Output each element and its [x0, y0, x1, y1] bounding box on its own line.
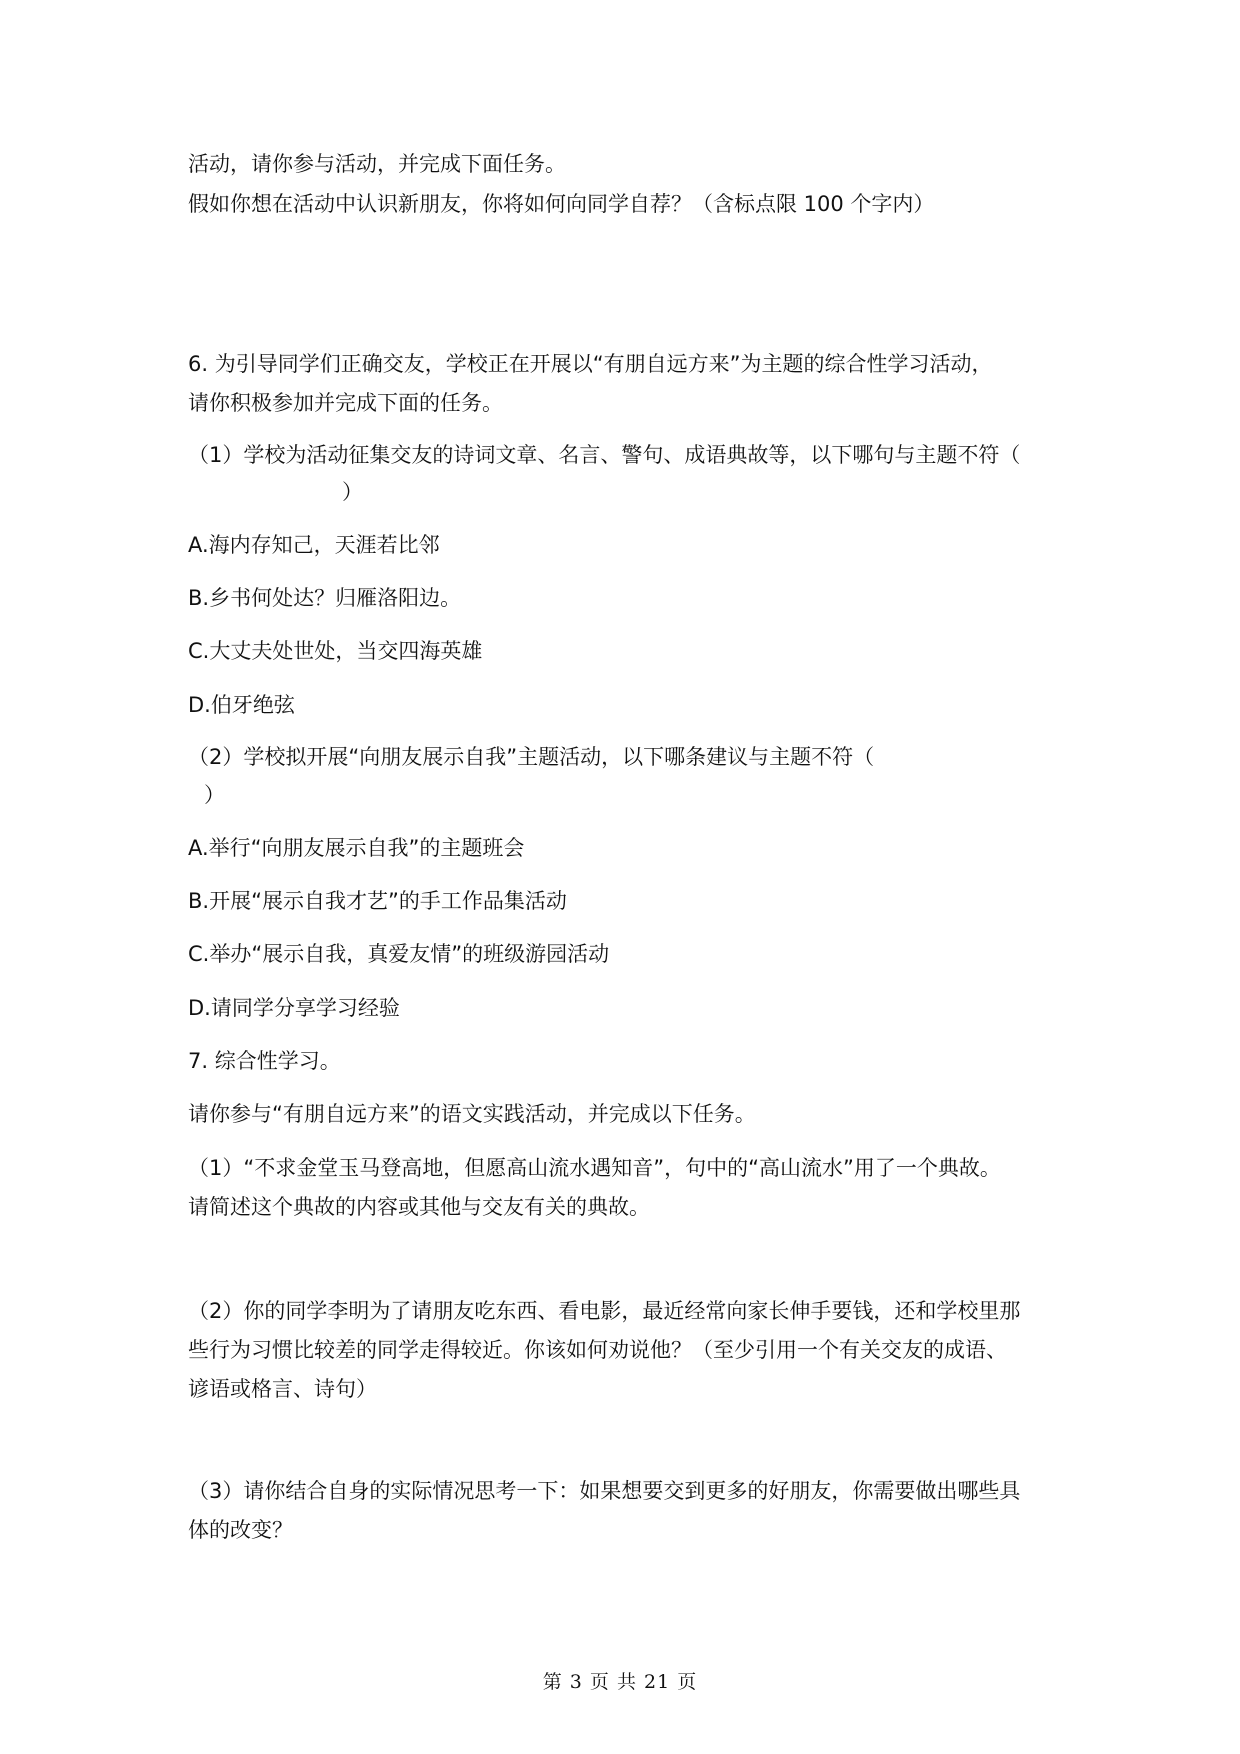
question-6-1-stem-line-2: ） — [342, 480, 363, 504]
question-6-1-option-a: A.海内存知己，天涯若比邻 — [188, 533, 440, 557]
question-6-2-stem-line-1: （2）学校拟开展“向朋友展示自我”主题活动，以下哪条建议与主题不符（ — [188, 745, 875, 769]
question-7-title: 7. 综合性学习。 — [188, 1049, 341, 1073]
question-7-1-line-2: 请简述这个典故的内容或其他与交友有关的典故。 — [188, 1195, 650, 1219]
question-6-line-1: 6. 为引导同学们正确交友，学校正在开展以“有朋自远方来”为主题的综合性学习活动， — [188, 352, 993, 376]
page-number-footer: 第 3 页 共 21 页 — [542, 1671, 698, 1693]
question-6-2-stem-line-2: ） — [204, 783, 225, 807]
question-7-2-line-2: 些行为习惯比较差的同学走得较近。你该如何劝说他？（至少引用一个有关交友的成语、 — [188, 1338, 1007, 1362]
question-6-2-option-b: B.开展“展示自我才艺”的手工作品集活动 — [188, 889, 567, 913]
intro-line-1: 活动，请你参与活动，并完成下面任务。 — [188, 152, 566, 176]
question-6-2-option-d: D.请同学分享学习经验 — [188, 996, 400, 1020]
question-6-1-option-b: B.乡书何处达？归雁洛阳边。 — [188, 586, 462, 610]
question-7-3-line-2: 体的改变？ — [188, 1518, 293, 1542]
question-6-2-option-c: C.举办“展示自我，真爱友情”的班级游园活动 — [188, 942, 610, 966]
question-6-1-stem-line-1: （1）学校为活动征集交友的诗词文章、名言、警句、成语典故等，以下哪句与主题不符（ — [188, 443, 1021, 467]
intro-line-2: 假如你想在活动中认识新朋友，你将如何向同学自荐？（含标点限 100 个字内） — [188, 192, 935, 216]
question-7-2-line-1: （2）你的同学李明为了请朋友吃东西、看电影，最近经常向家长伸手要钱，还和学校里那 — [188, 1299, 1021, 1323]
question-6-2-option-a: A.举行“向朋友展示自我”的主题班会 — [188, 836, 525, 860]
question-7-3-line-1: （3）请你结合自身的实际情况思考一下：如果想要交到更多的好朋友，你需要做出哪些具 — [188, 1479, 1021, 1503]
question-6-1-option-c: C.大丈夫处世处，当交四海英雄 — [188, 639, 483, 663]
question-6-1-option-d: D.伯牙绝弦 — [188, 693, 295, 717]
question-7-2-line-3: 谚语或格言、诗句） — [188, 1377, 377, 1401]
question-7-1-line-1: （1）“不求金堂玉马登高地，但愿高山流水遇知音”，句中的“高山流水”用了一个典故。 — [188, 1156, 1001, 1180]
question-6-line-2: 请你积极参加并完成下面的任务。 — [188, 391, 503, 415]
question-7-intro: 请你参与“有朋自远方来”的语文实践活动，并完成以下任务。 — [188, 1102, 756, 1126]
